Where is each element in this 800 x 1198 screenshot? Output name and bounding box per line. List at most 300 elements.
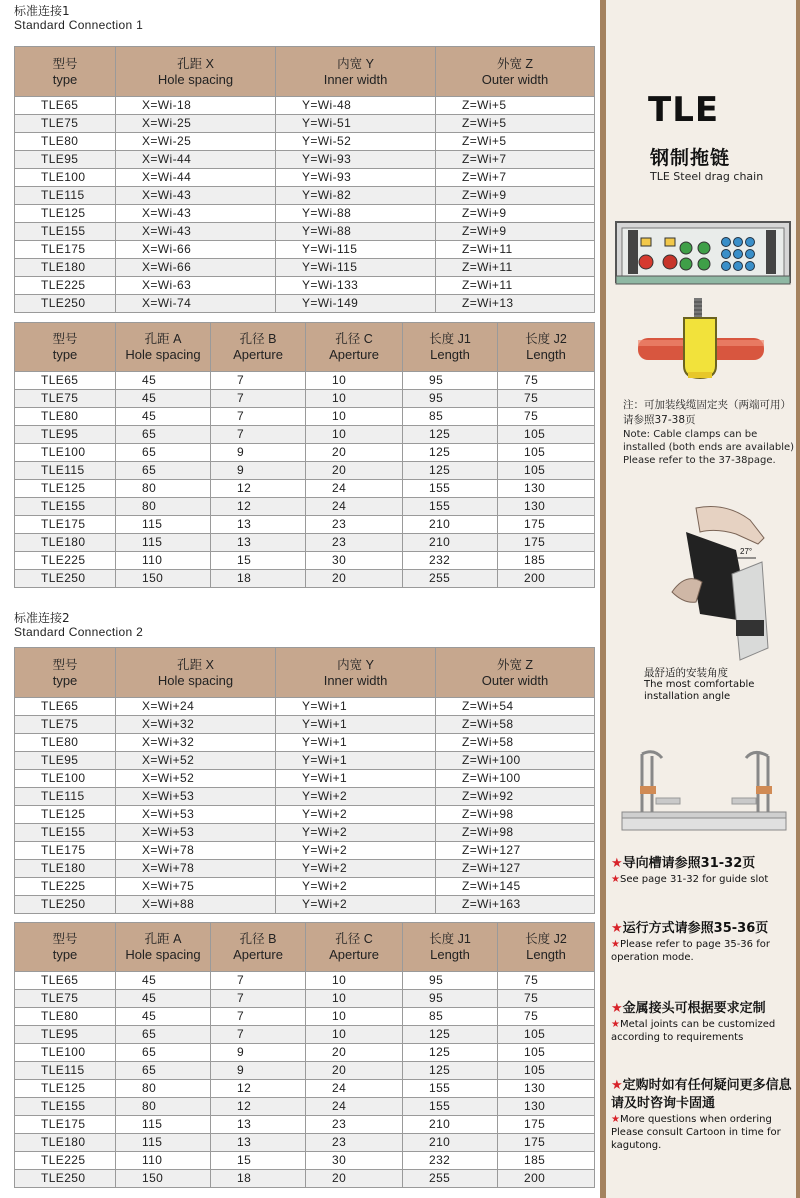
model-cell: TLE225: [15, 277, 116, 295]
value-cell: Y=Wi+1: [276, 752, 436, 770]
value-cell: 110: [116, 1152, 211, 1170]
model-cell: TLE75: [15, 115, 116, 133]
column-header: [116, 648, 276, 698]
column-header-en: Hole spacing: [157, 672, 234, 688]
table-row: [15, 734, 595, 752]
value-cell: 105: [498, 1044, 595, 1062]
value-cell: 9: [211, 462, 306, 480]
value-cell: 130: [498, 480, 595, 498]
column-header-en: Length: [430, 347, 470, 362]
cable-clamp-image: [636, 296, 766, 386]
column-header: [306, 923, 403, 972]
value-cell: 12: [211, 498, 306, 516]
reference-en: See page 31-32 for guide slot: [619, 874, 769, 885]
model-cell: TLE175: [15, 842, 116, 860]
reference-cn: 导向槽请参照31-32页: [622, 856, 756, 871]
value-cell: Z=Wi+98: [436, 824, 595, 842]
value-cell: 200: [498, 570, 595, 588]
value-cell: 18: [211, 1170, 306, 1188]
value-cell: 175: [498, 516, 595, 534]
spec-table-connection-1-holes: [14, 322, 595, 588]
table-header-row: [15, 47, 595, 97]
value-cell: 155: [403, 498, 498, 516]
value-cell: X=Wi+53: [116, 788, 276, 806]
value-cell: X=Wi+88: [116, 896, 276, 914]
column-header: [403, 323, 498, 372]
star-icon: ★: [611, 1001, 623, 1016]
value-cell: 9: [211, 1062, 306, 1080]
angle-caption-cn: 最舒适的安装角度: [644, 667, 728, 679]
column-header-en: Hole spacing: [125, 947, 201, 962]
model-cell: TLE80: [15, 1008, 116, 1026]
note-cn: 注：可加装线缆固定夹（两端可用）请参照37-38页: [623, 399, 791, 426]
model-cell: TLE175: [15, 1116, 116, 1134]
value-cell: X=Wi-44: [116, 151, 276, 169]
value-cell: Z=Wi+7: [436, 151, 595, 169]
table-row: [15, 462, 595, 480]
table-row: [15, 570, 595, 588]
model-cell: TLE115: [15, 187, 116, 205]
value-cell: 7: [211, 1008, 306, 1026]
value-cell: X=Wi-43: [116, 187, 276, 205]
value-cell: Y=Wi+2: [276, 878, 436, 896]
table-row: [15, 295, 595, 313]
value-cell: Z=Wi+9: [436, 187, 595, 205]
table-row: [15, 1080, 595, 1098]
angle-label: 27°: [740, 547, 753, 556]
model-cell: TLE95: [15, 752, 116, 770]
cable-clamp-note: [623, 398, 795, 467]
value-cell: Y=Wi-88: [276, 205, 436, 223]
column-header-en: type: [52, 347, 78, 362]
value-cell: 130: [498, 498, 595, 516]
table-row: [15, 480, 595, 498]
column-header-cn: 外宽 Z: [496, 657, 534, 672]
value-cell: X=Wi+53: [116, 824, 276, 842]
value-cell: 24: [306, 480, 403, 498]
column-header-cn: 型号: [52, 657, 78, 672]
value-cell: 105: [498, 444, 595, 462]
model-cell: TLE155: [15, 824, 116, 842]
value-cell: 18: [211, 570, 306, 588]
value-cell: 45: [116, 390, 211, 408]
column-header-en: Hole spacing: [125, 347, 201, 362]
column-header: [116, 323, 211, 372]
value-cell: 23: [306, 534, 403, 552]
column-header: [276, 648, 436, 698]
model-cell: TLE75: [15, 716, 116, 734]
table-row: [15, 534, 595, 552]
value-cell: 20: [306, 444, 403, 462]
column-header-cn: 孔径 B: [239, 332, 277, 346]
value-cell: 125: [403, 462, 498, 480]
value-cell: 9: [211, 444, 306, 462]
value-cell: 125: [403, 1044, 498, 1062]
value-cell: 105: [498, 462, 595, 480]
value-cell: Y=Wi+1: [276, 734, 436, 752]
model-cell: TLE95: [15, 151, 116, 169]
value-cell: 15: [211, 1152, 306, 1170]
star-icon: ★: [611, 921, 623, 936]
model-cell: TLE125: [15, 205, 116, 223]
model-cell: TLE95: [15, 1026, 116, 1044]
section-title-cn: 标准连接2: [14, 611, 70, 625]
value-cell: 155: [403, 1098, 498, 1116]
value-cell: 185: [498, 552, 595, 570]
value-cell: Y=Wi+2: [276, 860, 436, 878]
model-cell: TLE180: [15, 1134, 116, 1152]
value-cell: 20: [306, 1062, 403, 1080]
value-cell: 10: [306, 390, 403, 408]
column-header-en: Length: [526, 947, 566, 962]
column-header-cn: 孔距 X: [177, 657, 214, 672]
value-cell: Z=Wi+9: [436, 223, 595, 241]
value-cell: 30: [306, 1152, 403, 1170]
value-cell: 125: [403, 1062, 498, 1080]
column-header: [15, 923, 116, 972]
value-cell: Z=Wi+58: [436, 734, 595, 752]
model-cell: TLE250: [15, 1170, 116, 1188]
value-cell: X=Wi-63: [116, 277, 276, 295]
value-cell: 85: [403, 1008, 498, 1026]
section-1-title: [14, 4, 143, 32]
table-row: [15, 390, 595, 408]
value-cell: 105: [498, 426, 595, 444]
table-row: [15, 259, 595, 277]
model-cell: TLE155: [15, 223, 116, 241]
reference-en: Please refer to page 35-36 for operation mode.: [611, 939, 770, 963]
table-row: [15, 1116, 595, 1134]
model-cell: TLE65: [15, 372, 116, 390]
column-header-en: Length: [430, 947, 470, 962]
value-cell: Z=Wi+98: [436, 806, 595, 824]
table-row: [15, 426, 595, 444]
value-cell: X=Wi-18: [116, 97, 276, 115]
value-cell: 65: [116, 444, 211, 462]
value-cell: Y=Wi-82: [276, 187, 436, 205]
value-cell: Z=Wi+13: [436, 295, 595, 313]
star-icon: ★: [611, 874, 620, 885]
table-row: [15, 896, 595, 914]
value-cell: 210: [403, 516, 498, 534]
value-cell: Z=Wi+11: [436, 259, 595, 277]
value-cell: 12: [211, 1098, 306, 1116]
sidebar-panel: [606, 0, 796, 1198]
value-cell: 7: [211, 372, 306, 390]
value-cell: 30: [306, 552, 403, 570]
value-cell: Y=Wi+2: [276, 806, 436, 824]
model-cell: TLE225: [15, 1152, 116, 1170]
table-row: [15, 516, 595, 534]
value-cell: 7: [211, 390, 306, 408]
value-cell: 20: [306, 1170, 403, 1188]
value-cell: 80: [116, 498, 211, 516]
column-header: [498, 923, 595, 972]
spec-table-connection-2-holes: [14, 922, 595, 1188]
value-cell: X=Wi-66: [116, 241, 276, 259]
model-cell: TLE65: [15, 97, 116, 115]
column-header: [211, 923, 306, 972]
column-header: [436, 648, 595, 698]
value-cell: Y=Wi-93: [276, 169, 436, 187]
value-cell: 80: [116, 1080, 211, 1098]
value-cell: Y=Wi+1: [276, 716, 436, 734]
value-cell: 20: [306, 570, 403, 588]
model-cell: TLE100: [15, 1044, 116, 1062]
value-cell: 95: [403, 990, 498, 1008]
model-cell: TLE80: [15, 408, 116, 426]
table-row: [15, 97, 595, 115]
model-cell: TLE180: [15, 534, 116, 552]
value-cell: 65: [116, 426, 211, 444]
value-cell: 24: [306, 498, 403, 516]
value-cell: X=Wi+52: [116, 752, 276, 770]
value-cell: Z=Wi+127: [436, 860, 595, 878]
column-header-cn: 长度 J1: [429, 932, 471, 946]
model-cell: TLE75: [15, 990, 116, 1008]
value-cell: Y=Wi-52: [276, 133, 436, 151]
table-row: [15, 187, 595, 205]
table-row: [15, 878, 595, 896]
table-row: [15, 372, 595, 390]
value-cell: 115: [116, 1134, 211, 1152]
model-cell: TLE125: [15, 1080, 116, 1098]
reference-cn: 金属接头可根据要求定制: [622, 1001, 766, 1016]
value-cell: 85: [403, 408, 498, 426]
column-header-cn: 孔径 B: [239, 932, 277, 946]
value-cell: Y=Wi-88: [276, 223, 436, 241]
value-cell: 10: [306, 408, 403, 426]
value-cell: 24: [306, 1098, 403, 1116]
model-cell: TLE80: [15, 734, 116, 752]
model-cell: TLE250: [15, 295, 116, 313]
model-cell: TLE115: [15, 788, 116, 806]
column-header-cn: 孔径 C: [335, 332, 373, 346]
column-header-en: Aperture: [329, 347, 379, 362]
table-row: [15, 824, 595, 842]
column-header-en: Length: [526, 347, 566, 362]
note-en: Note: Cable clamps can be installed (both ends are available) Please refer to the 37-38page.: [623, 429, 795, 466]
reference-en: Metal joints can be customized according to requirements: [611, 1019, 776, 1043]
model-cell: TLE250: [15, 896, 116, 914]
column-header: [116, 923, 211, 972]
value-cell: 200: [498, 1170, 595, 1188]
model-cell: TLE75: [15, 390, 116, 408]
value-cell: 10: [306, 972, 403, 990]
value-cell: X=Wi+75: [116, 878, 276, 896]
value-cell: Y=Wi+1: [276, 698, 436, 716]
value-cell: 23: [306, 1116, 403, 1134]
value-cell: 75: [498, 972, 595, 990]
table-row: [15, 860, 595, 878]
value-cell: 24: [306, 1080, 403, 1098]
value-cell: 232: [403, 1152, 498, 1170]
column-header-en: type: [52, 947, 78, 962]
reference-en: More questions when ordering Please consult Cartoon in time for kagutong.: [611, 1114, 781, 1151]
table-row: [15, 241, 595, 259]
value-cell: 150: [116, 570, 211, 588]
installation-angle-image: [666, 502, 776, 662]
model-cell: TLE175: [15, 516, 116, 534]
value-cell: X=Wi+32: [116, 734, 276, 752]
value-cell: 7: [211, 408, 306, 426]
column-header-en: Aperture: [233, 347, 283, 362]
value-cell: X=Wi+32: [116, 716, 276, 734]
value-cell: 210: [403, 1134, 498, 1152]
value-cell: 175: [498, 1116, 595, 1134]
table-row: [15, 444, 595, 462]
value-cell: 7: [211, 426, 306, 444]
value-cell: 45: [116, 990, 211, 1008]
value-cell: X=Wi+78: [116, 860, 276, 878]
value-cell: X=Wi-66: [116, 259, 276, 277]
table-row: [15, 498, 595, 516]
value-cell: Y=Wi+2: [276, 842, 436, 860]
model-cell: TLE65: [15, 698, 116, 716]
column-header-en: Inner width: [323, 71, 388, 87]
value-cell: Z=Wi+58: [436, 716, 595, 734]
reference-cn: 定购时如有任何疑问更多信息请及时咨询卡固通: [611, 1078, 792, 1111]
value-cell: 9: [211, 1044, 306, 1062]
value-cell: 125: [403, 1026, 498, 1044]
value-cell: 10: [306, 372, 403, 390]
value-cell: 210: [403, 534, 498, 552]
reference-operation-mode: [611, 920, 796, 964]
table-row: [15, 408, 595, 426]
model-cell: TLE80: [15, 133, 116, 151]
value-cell: Z=Wi+11: [436, 277, 595, 295]
model-cell: TLE180: [15, 259, 116, 277]
column-header-cn: 孔距 X: [177, 56, 214, 71]
value-cell: 45: [116, 408, 211, 426]
column-header: [276, 47, 436, 97]
column-header-en: Outer width: [481, 71, 549, 87]
column-header: [498, 323, 595, 372]
guide-bracket-image: [620, 746, 790, 838]
column-header-en: Aperture: [329, 947, 379, 962]
column-header-cn: 孔径 C: [335, 932, 373, 946]
value-cell: Z=Wi+163: [436, 896, 595, 914]
value-cell: 23: [306, 1134, 403, 1152]
angle-caption-en: The most comfortable installation angle: [644, 679, 755, 702]
product-title-cn: 钢制拖链: [650, 147, 731, 169]
value-cell: X=Wi-25: [116, 133, 276, 151]
value-cell: Y=Wi+2: [276, 824, 436, 842]
value-cell: Z=Wi+7: [436, 169, 595, 187]
value-cell: 75: [498, 1008, 595, 1026]
section-2-title: [14, 611, 143, 639]
table-row: [15, 972, 595, 990]
column-header-cn: 孔距 A: [144, 932, 182, 946]
value-cell: Y=Wi-115: [276, 259, 436, 277]
value-cell: X=Wi-74: [116, 295, 276, 313]
value-cell: Y=Wi-93: [276, 151, 436, 169]
model-cell: TLE100: [15, 444, 116, 462]
model-cell: TLE95: [15, 426, 116, 444]
product-title: TLE: [648, 90, 720, 130]
installation-angle-caption: [644, 667, 796, 703]
value-cell: X=Wi+78: [116, 842, 276, 860]
value-cell: Z=Wi+100: [436, 752, 595, 770]
value-cell: 45: [116, 372, 211, 390]
column-header-cn: 型号: [52, 332, 78, 346]
value-cell: 95: [403, 390, 498, 408]
model-cell: TLE125: [15, 806, 116, 824]
column-header: [15, 323, 116, 372]
value-cell: 10: [306, 1026, 403, 1044]
value-cell: 105: [498, 1026, 595, 1044]
model-cell: TLE100: [15, 169, 116, 187]
table-row: [15, 806, 595, 824]
reference-ordering-questions: [611, 1077, 796, 1152]
value-cell: 7: [211, 1026, 306, 1044]
column-header-cn: 型号: [52, 56, 78, 71]
value-cell: 10: [306, 1008, 403, 1026]
value-cell: 185: [498, 1152, 595, 1170]
product-title-en: TLE Steel drag chain: [650, 170, 764, 183]
model-cell: TLE125: [15, 480, 116, 498]
value-cell: Y=Wi+2: [276, 896, 436, 914]
value-cell: X=Wi-44: [116, 169, 276, 187]
value-cell: 95: [403, 972, 498, 990]
value-cell: 20: [306, 462, 403, 480]
column-header: [15, 648, 116, 698]
value-cell: Y=Wi-48: [276, 97, 436, 115]
value-cell: X=Wi+52: [116, 770, 276, 788]
star-icon: ★: [611, 1019, 620, 1030]
table-row: [15, 1008, 595, 1026]
value-cell: Z=Wi+127: [436, 842, 595, 860]
value-cell: 23: [306, 516, 403, 534]
value-cell: Y=Wi-133: [276, 277, 436, 295]
model-cell: TLE155: [15, 1098, 116, 1116]
model-cell: TLE115: [15, 462, 116, 480]
column-header: [116, 47, 276, 97]
value-cell: 232: [403, 552, 498, 570]
value-cell: 95: [403, 372, 498, 390]
value-cell: 155: [403, 1080, 498, 1098]
column-header: [15, 47, 116, 97]
value-cell: 12: [211, 1080, 306, 1098]
table-row: [15, 1044, 595, 1062]
model-cell: TLE180: [15, 860, 116, 878]
value-cell: 80: [116, 480, 211, 498]
value-cell: 150: [116, 1170, 211, 1188]
value-cell: 45: [116, 1008, 211, 1026]
value-cell: Z=Wi+5: [436, 115, 595, 133]
value-cell: 20: [306, 1044, 403, 1062]
value-cell: 65: [116, 1044, 211, 1062]
value-cell: 210: [403, 1116, 498, 1134]
table-row: [15, 223, 595, 241]
table-row: [15, 169, 595, 187]
product-sidebar: [600, 0, 800, 1198]
value-cell: 130: [498, 1080, 595, 1098]
model-cell: TLE115: [15, 1062, 116, 1080]
value-cell: 115: [116, 516, 211, 534]
column-header-en: Hole spacing: [157, 71, 234, 87]
value-cell: X=Wi+24: [116, 698, 276, 716]
value-cell: 115: [116, 534, 211, 552]
value-cell: Y=Wi+2: [276, 788, 436, 806]
value-cell: 255: [403, 1170, 498, 1188]
value-cell: Y=Wi-51: [276, 115, 436, 133]
table-row: [15, 205, 595, 223]
value-cell: 7: [211, 990, 306, 1008]
value-cell: 75: [498, 408, 595, 426]
model-cell: TLE100: [15, 770, 116, 788]
value-cell: 255: [403, 570, 498, 588]
